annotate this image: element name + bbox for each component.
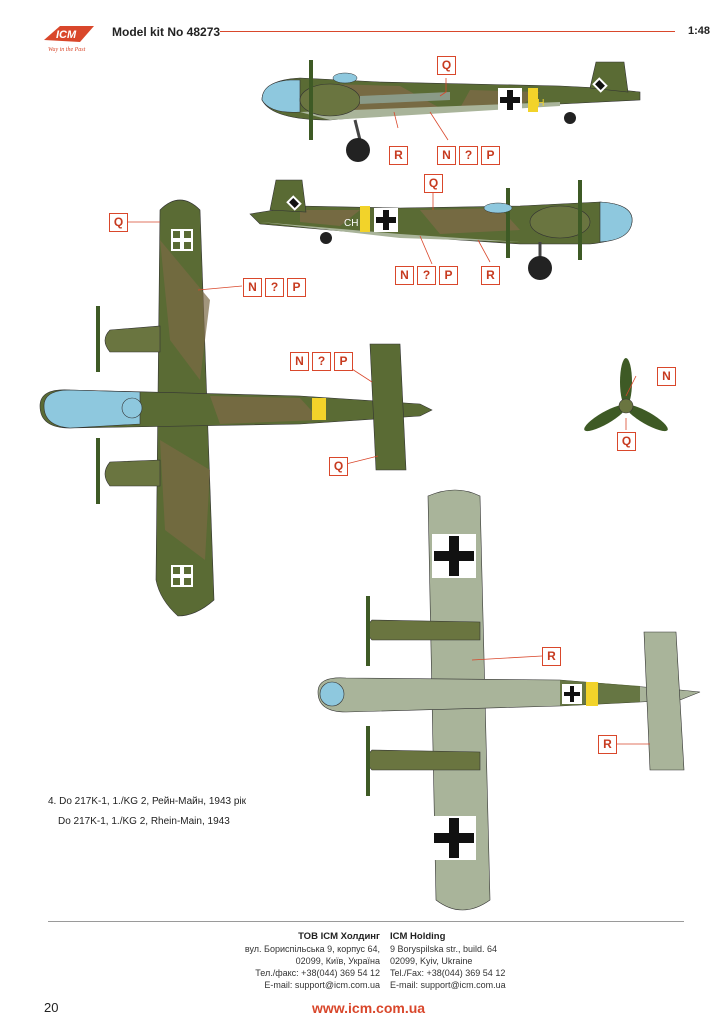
- callout-p: P: [481, 146, 500, 165]
- callout-r: R: [481, 266, 500, 285]
- company-name-en: ICM Holding: [390, 931, 446, 942]
- callout-group-nxp: [290, 352, 353, 371]
- address-line: 02099, Київ, Україна: [295, 956, 380, 966]
- svg-text:ICM: ICM: [56, 29, 77, 41]
- callout-n: N: [437, 146, 456, 165]
- phone-line: Tel./Fax: +38(044) 369 54 12: [390, 968, 506, 978]
- callout-x: ?: [459, 146, 478, 165]
- callout-q: Q: [437, 56, 456, 75]
- address-line: вул. Бориспільська 9, корпус 64,: [244, 944, 380, 954]
- scheme-caption-ua: 4. Do 217K-1, 1./KG 2, Рейн-Майн, 1943 рік: [48, 796, 247, 807]
- callout-n: N: [243, 278, 262, 297]
- svg-text:Way in the Past: Way in the Past: [48, 47, 86, 53]
- callout-group-nxp: [243, 278, 306, 297]
- website-link[interactable]: www.icm.com.ua: [312, 1000, 426, 1016]
- top-view: [40, 200, 432, 616]
- kit-title: Model kit No 48273: [112, 25, 221, 39]
- callout-q: Q: [424, 174, 443, 193]
- fuselage-code-1: CH: [530, 98, 545, 109]
- side-view-2: [250, 180, 632, 280]
- company-name-ua: ТОВ ICM Холдинг: [298, 931, 380, 942]
- callout-q: Q: [109, 213, 128, 232]
- callout-r: R: [598, 735, 617, 754]
- callout-r: R: [389, 146, 408, 165]
- bottom-view: [318, 490, 700, 910]
- callout-group-nxp: [437, 146, 500, 165]
- callout-q: Q: [617, 432, 636, 451]
- callout-p: P: [439, 266, 458, 285]
- callout-x: ?: [265, 278, 284, 297]
- page-number: 20: [44, 1000, 59, 1015]
- email-line: E-mail: support@icm.com.ua: [264, 980, 380, 990]
- callout-q: Q: [329, 457, 348, 476]
- address-line: 02099, Kyiv, Ukraine: [390, 956, 473, 966]
- callout-group-nxp: [395, 266, 458, 285]
- email-line: E-mail: support@icm.com.ua: [390, 980, 506, 990]
- scheme-caption-en: Do 217K-1, 1./KG 2, Rhein-Main, 1943: [58, 816, 230, 827]
- callout-r: R: [542, 647, 561, 666]
- scale-label: 1:48: [688, 25, 711, 37]
- fuselage-code-2: CH: [344, 218, 359, 229]
- callout-n: N: [395, 266, 414, 285]
- callout-p: P: [287, 278, 306, 297]
- address-ua: [245, 930, 380, 991]
- callout-x: ?: [417, 266, 436, 285]
- callout-x: ?: [312, 352, 331, 371]
- callout-n: N: [290, 352, 309, 371]
- phone-line: Тел./факс: +38(044) 369 54 12: [255, 968, 380, 978]
- callout-p: P: [334, 352, 353, 371]
- address-line: 9 Boryspilska str., build. 64: [390, 944, 498, 954]
- footer-rule: [48, 921, 684, 922]
- callout-n: N: [657, 367, 676, 386]
- address-en: [390, 930, 506, 991]
